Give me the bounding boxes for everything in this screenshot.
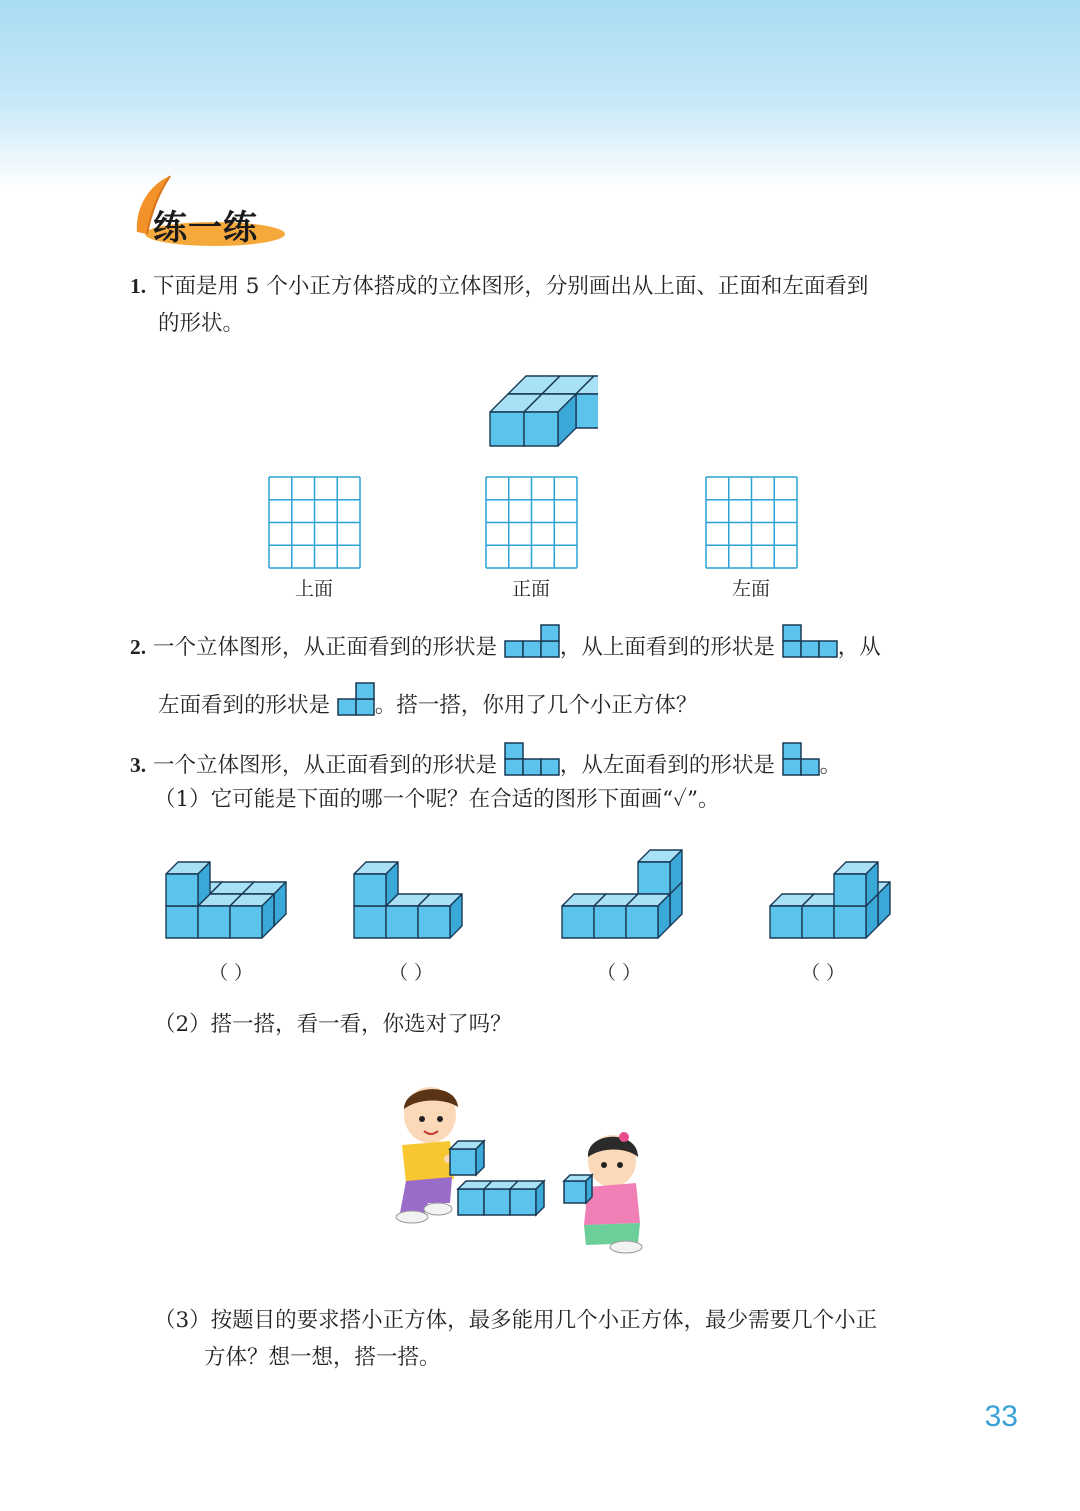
left-view-shape-icon xyxy=(337,680,375,737)
question-3-sub3 xyxy=(154,1302,964,1376)
cube-shape xyxy=(164,858,294,940)
section-title: 练一练 xyxy=(153,208,258,248)
question-text: ，从左面看到的形状是 xyxy=(559,753,775,778)
answer-grid-left[interactable] xyxy=(705,476,798,573)
grid-label-top: 上面 xyxy=(294,578,333,600)
answer-paren-b[interactable]: （ ） xyxy=(388,962,434,984)
section-header xyxy=(125,172,295,252)
children-building-illustration xyxy=(380,1075,680,1265)
top-view-shape-icon xyxy=(782,622,838,679)
answer-grid-top[interactable] xyxy=(268,476,361,573)
question-text: ，从上面看到的形状是 xyxy=(559,635,775,660)
question-text: 一个立体图形，从正面看到的形状是 xyxy=(152,753,497,778)
question-text: 下面是用 5 个小正方体搭成的立体图形，分别画出从上面、正面和左面看到 xyxy=(152,274,869,299)
question-3-sub1: （1）它可能是下面的哪一个呢？在合适的图形下面画“✓”。 xyxy=(154,787,720,812)
question-text: （3）按题目的要求搭小正方体，最多能用几个小正方体，最少需要几个小正 xyxy=(154,1308,878,1333)
question-2 xyxy=(130,620,960,737)
girl-cube-icon xyxy=(564,1175,592,1203)
question-text: 左面看到的形状是 xyxy=(158,693,331,718)
answer-paren-d[interactable]: （ ） xyxy=(800,962,846,984)
question-text: 。 xyxy=(819,753,842,778)
answer-grid-front[interactable] xyxy=(485,476,578,573)
grid-label-front: 正面 xyxy=(511,578,550,600)
answer-paren-c[interactable]: （ ） xyxy=(596,962,642,984)
grid-label-left: 左面 xyxy=(731,578,770,600)
question-text: 方体？想一想，搭一搭。 xyxy=(204,1345,441,1370)
cube-row-icon xyxy=(458,1181,544,1215)
cube-shape xyxy=(488,372,598,448)
left-view-shape-icon xyxy=(782,740,820,788)
answer-paren-a[interactable]: （ ） xyxy=(208,962,254,984)
top-band xyxy=(0,0,1080,190)
question-1 xyxy=(130,268,960,342)
page-number: 33 xyxy=(984,1400,1018,1433)
cube-shape xyxy=(352,848,468,940)
front-view-shape-icon xyxy=(504,622,560,679)
question-number: 2. xyxy=(130,635,147,659)
cube-shape xyxy=(768,858,898,940)
cube-shape xyxy=(560,848,690,940)
question-number: 3. xyxy=(130,753,147,777)
question-3-sub2: （2）搭一搭，看一看，你选对了吗？ xyxy=(154,1012,512,1037)
held-cube-icon xyxy=(450,1141,484,1175)
question-text-cont: 的形状。 xyxy=(158,311,245,336)
question-text: 一个立体图形，从正面看到的形状是 xyxy=(152,635,497,660)
question-text: 。搭一搭，你用了几个小正方体？ xyxy=(374,693,698,718)
question-number: 1. xyxy=(130,274,147,298)
question-text: ，从 xyxy=(837,635,881,660)
